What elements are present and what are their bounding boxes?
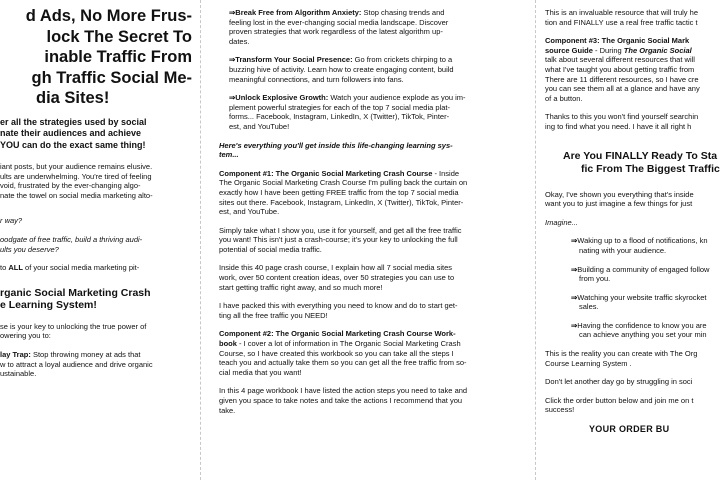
section-heading-line: Are You FINALLY Ready To Sta xyxy=(563,149,718,162)
arrow-icon: ⇒ xyxy=(229,8,236,17)
imagine-item: ⇒Watching your website traffic skyrocket sales. xyxy=(571,292,707,312)
component-1: Component #1: The Organic Social Marketing Crash Course - Inside The Organic Social Marketing Crash Course I'm pulling back the curtain on exactly how I have been getting FREE traffic from the top 7 social media sites out there. Facebook, Instagram, LinkedIn, X (Twitter), TikTok, Pinter- est, and YouTube. xyxy=(219,168,468,217)
pitfalls-line: to ALL of your social media marketing pit- xyxy=(0,263,140,273)
headline-line: inable Traffic From xyxy=(44,48,192,66)
right-column xyxy=(536,0,720,480)
headline-line: dia Sites! xyxy=(36,89,110,107)
arrow-icon: ⇒ xyxy=(571,320,578,330)
section-heading-line: rganic Social Marketing Crash xyxy=(0,286,151,299)
subheadline-line: er all the strategies used by social xyxy=(0,116,147,127)
paragraph: Simply take what I show you, use it for yourself, and get all the free traffic you want! This isn't just a crash-course; it's your key to unlocking the full potential of social media traffic. xyxy=(219,225,462,254)
imagine-item: ⇒Building a community of engaged follow from you. xyxy=(571,264,710,284)
headline-line: lock The Secret To xyxy=(46,27,192,46)
question: r way? xyxy=(0,216,23,226)
paragraph: Inside this 40 page crash course, I explain how all 7 social media sites work, over 50 content creation ideas, over 50 strategies you can use to start getting traffic right away, and so much more! xyxy=(219,263,455,292)
intro-paragraph: iant posts, but your audience remains elusive. ults are underwhelming. You're tired of feeling void, frustrated by the ever-changing algo- nate the towel on social media marketing alto- xyxy=(0,162,153,200)
subheadline-line: YOU can do the exact same thing! xyxy=(0,139,146,150)
arrow-icon: ⇒ xyxy=(229,93,236,103)
paragraph: This is an invaluable resource that will truly he tion and FINALLY use a real free traffic tactic t xyxy=(545,8,698,27)
paragraph: Thanks to this you won't find yourself searchin ing to find what you need. I have it all right h xyxy=(545,112,699,131)
paragraph: Click the order button below and join me on t success! xyxy=(545,395,694,415)
arrow-icon: ⇒ xyxy=(571,264,578,274)
middle-column xyxy=(201,0,535,480)
paragraph: I have packed this with everything you need to know and do to start get- ting all the free traffic you NEED! xyxy=(219,301,458,320)
paragraph: In this 4 page workbook I have listed the action steps you need to take and given you space to take notes and take the actions I recommend that you take. xyxy=(219,386,468,415)
component-2: Component #2: The Organic Social Marketing Crash Course Work- book - I cover a lot of information in The Organic Social Marketing Crash Course, so I have created this workbook so you can take all the steps I teach you and actually take them so you can get all the free traffic from so- cial media that you want! xyxy=(219,329,467,377)
subheadline xyxy=(0,117,192,152)
paragraph: Okay, I've shown you everything that's inside want you to just imagine a few things for just xyxy=(545,189,694,209)
inside-heading: Here's everything you'll get inside this life-changing learning sys- tem... xyxy=(219,140,453,160)
section-heading-line: e Learning System! xyxy=(0,299,97,312)
course-intro: se is your key to unlocking the true power of owering you to: xyxy=(0,321,147,341)
benefit-item: lay Trap: Stop throwing money at ads that w to attract a loyal audience and drive organic ustainable. xyxy=(0,349,153,379)
arrow-icon: ⇒ xyxy=(229,55,236,65)
benefit-item: ⇒Unlock Explosive Growth: Watch your audience explode as you im- plement powerful strategies for each of the top 7 social media plat- forms... Facebook, Instagram, LinkedIn, X (Twitter), TikTok, Pinter- est, and YouTube! xyxy=(229,93,466,131)
order-button-label: YOUR ORDER BU xyxy=(589,424,670,435)
section-heading xyxy=(545,150,720,176)
imagine-item: ⇒Having the confidence to know you are can achieve anything you set your min xyxy=(571,320,707,340)
imagine-label: Imagine... xyxy=(545,217,578,227)
headline-line: d Ads, No More Frus- xyxy=(25,7,192,25)
section-heading xyxy=(0,287,192,312)
question: oodgate of free traffic, build a thriving audi- ults you deserve? xyxy=(0,234,143,254)
headline-line: gh Traffic Social Me- xyxy=(31,68,192,87)
subheadline-line: nate their audiences and achieve xyxy=(0,128,142,138)
benefit-item: ⇒Transform Your Social Presence: Go from crickets chirping to a buzzing hive of activity. Learn how to create engaging content, build meaningful connections, and turn followers into fans. xyxy=(229,55,454,84)
component-3: Component #3: The Organic Social Mark source Guide - During The Organic Social talk about several different resources that will what I've taught you about getting traffic from There are 11 different resources, so I have cre you can see them all at a glance and have any of a button. xyxy=(545,36,700,103)
arrow-icon: ⇒ xyxy=(571,292,578,302)
arrow-icon: ⇒ xyxy=(571,236,578,246)
section-heading-line: fic From The Biggest Traffic xyxy=(581,162,720,175)
paragraph: This is the reality you can create with The Org Course Learning System . xyxy=(545,349,698,368)
imagine-item: ⇒Waking up to a flood of notifications, kn nating with your audience. xyxy=(571,236,708,255)
paragraph: Don't let another day go by struggling in soci xyxy=(545,377,693,387)
headline xyxy=(0,6,192,109)
benefit-item: ⇒Break Free from Algorithm Anxiety: Stop chasing trends and feeling lost in the ever-changing social media landscape. Discover proven strategies that work regardless of the latest algorithm up- dates. xyxy=(229,8,449,46)
left-column xyxy=(0,0,200,480)
